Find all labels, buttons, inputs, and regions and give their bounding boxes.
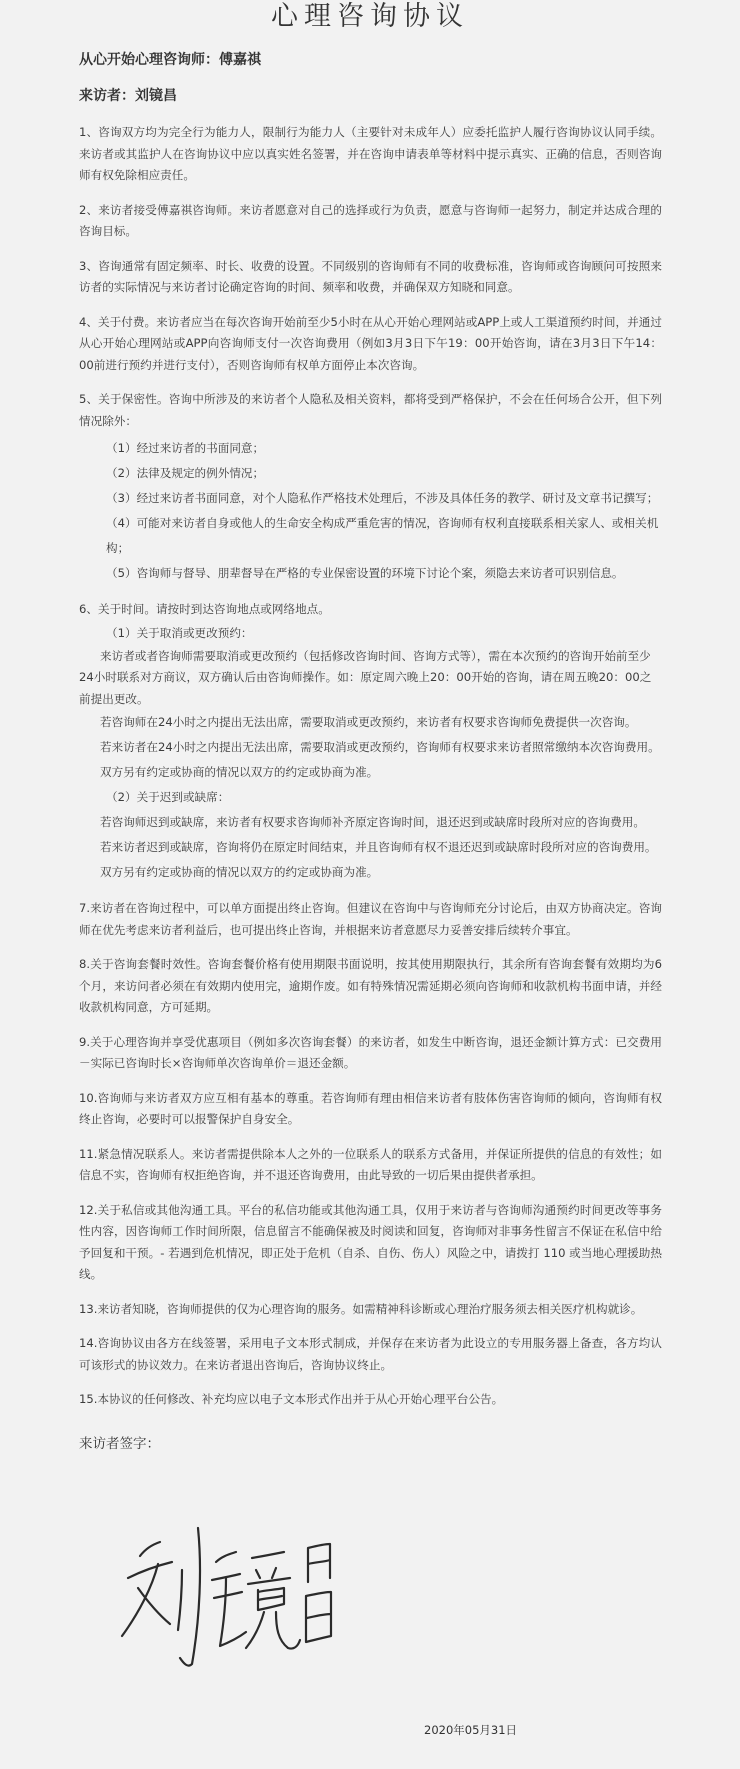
handwritten-signature [118,1518,333,1678]
clause-6-b-line: 若来访者迟到或缺席，咨询将仍在原定时间结束，并且咨询师有权不退还迟到或缺席时段所对应的咨询费用。 [100,840,657,854]
clause-5-item: （3）经过来访者书面同意，对个人隐私作严格技术处理后，不涉及具体任务的教学、研讨及文章书记撰写； [106,491,659,505]
clause-10: 10.咨询师与来访者双方应互相有基本的尊重。若咨询师有理由相信来访者有肢体伤害咨询师的倾向，咨询师有权终止咨询，必要时可以报警保护自身安全。 [79,1090,662,1126]
clause-5-item: （5）咨询师与督导、朋辈督导在严格的专业保密设置的环境下讨论个案，须隐去来访者可识别信息。 [106,566,624,580]
clause-6: 6、关于时间。请按时到达咨询地点或网络地点。 [79,602,330,616]
clause-6-b-line: 双方另有约定或协商的情况以双方的约定或协商为准。 [100,865,379,879]
visitor-line: 来访者：刘镜昌 [79,88,177,104]
clause-2: 2、来访者接受傅嘉祺咨询师。来访者愿意对自己的选择或行为负责，愿意与咨询师一起努力，制定并达成合理的咨询目标。 [79,202,662,238]
clause-8: 8.关于咨询套餐时效性。咨询套餐价格有使用期限书面说明，按其使用期限执行，其余所有咨询套餐有效期均为6个月，来访问者必须在有效期内使用完，逾期作废。如有特殊情况需延期必须向咨询师和收款机构书面申请，并经收款机构同意，方可延期。 [79,957,662,1014]
clause-6-b-line: 若咨询师迟到或缺席，来访者有权要求咨询师补齐原定咨询时间，退还迟到或缺席时段所对应的咨询费用。 [100,815,645,829]
clause-6-a-body: 来访者或者咨询师需要取消或更改预约（包括修改咨询时间、咨询方式等），需在本次预约的咨询开始前至少24小时联系对方商议，双方确认后由咨询师操作。如：原定周六晚上20：00开始的咨询，请在周五晚20：00之前提出更改。 [79,648,652,706]
clause-7: 7.来访者在咨询过程中，可以单方面提出终止咨询。但建议在咨询中与咨询师充分讨论后，由双方协商决定。咨询师在优先考虑来访者利益后，也可提出终止咨询，并根据来访者意愿尽力妥善安排后续转介事宜。 [79,901,662,937]
signature-date: 2020年05月31日 [424,1723,518,1737]
signature-label: 来访者签字： [79,1436,160,1452]
clause-15: 15.本协议的任何修改、补充均应以电子文本形式作出并于从心开始心理平台公告。 [79,1392,504,1406]
clause-6-block [79,599,662,885]
counselor-line: 从心开始心理咨询师：傅嘉祺 [79,52,261,68]
clause-6-a-heading: （1）关于取消或更改预约： [106,625,253,640]
clause-11: 11.紧急情况联系人。来访者需提供除本人之外的一位联系人的联系方式备用，并保证所提供的信息的有效性；如信息不实，咨询师有权拒绝咨询，并不退还咨询费用，由此导致的一切后果由提供者承担。 [79,1146,662,1182]
clause-5-block [79,389,662,586]
agreement-body [79,50,662,1424]
clause-13: 13.来访者知晓，咨询师提供的仅为心理咨询的服务。如需精神科诊断或心理治疗服务须去相关医疗机构就诊。 [79,1301,643,1316]
clause-9: 9.关于心理咨询并享受优惠项目（例如多次咨询套餐）的来访者，如发生中断咨询，退还金额计算方式：已交费用－实际已咨询时长×咨询师单次咨询单价＝退还金额。 [79,1034,662,1070]
clause-6-a-line: 若咨询师在24小时之内提出无法出席，需要取消或更改预约，来访者有权要求咨询师免费提供一次咨询。 [100,715,637,729]
clause-5-item: （1）经过来访者的书面同意； [106,441,265,455]
clause-6-a-line: 若来访者在24小时之内提出无法出席，需要取消或更改预约，咨询师有权要求来访者照常缴纳本次咨询费用。 [100,740,660,754]
clause-14: 14.咨询协议由各方在线签署，采用电子文本形式制成，并保存在来访者为此设立的专用服务器上备查，各方均认可该形式的协议效力。在来访者退出咨询后，咨询协议终止。 [79,1336,662,1372]
clause-5-item: （4）可能对来访者自身或他人的生命安全构成严重危害的情况，咨询师有权利直接联系相关家人、或相关机构； [106,516,659,555]
clause-12: 12.关于私信或其他沟通工具。平台的私信功能或其他沟通工具，仅用于来访者与咨询师沟通预约时间更改等事务性内容，因咨询师工作时间所限，信息留言不能确保被及时阅读和回复，咨询师对非事务性留言不保证在私信中给予回复和干预。- 若遇到危机情况，即正处于危机（自杀、自伤、伤人）风险之中，请拨打 110 或当地心理援助热线。 [79,1202,662,1281]
clause-6-a-line: 双方另有约定或协商的情况以双方的约定或协商为准。 [100,765,379,779]
clause-1: 1、咨询双方均为完全行为能力人，限制行为能力人（主要针对未成年人）应委托监护人履行咨询协议认同手续。来访者或其监护人在咨询协议中应以真实姓名签署，并在咨询申请表单等材料中提示真实、正确的信息，否则咨询师有权免除相应责任。 [79,125,662,182]
clause-6-b-heading: （2）关于迟到或缺席： [106,790,230,804]
clause-5-item: （2）法律及规定的例外情况； [106,466,265,480]
page-title: 心理咨询协议 [271,1,469,32]
clause-3: 3、咨询通常有固定频率、时长、收费的设置。不同级别的咨询师有不同的收费标准，咨询师或咨询顾问可按照来访者的实际情况与来访者讨论确定咨询的时间、频率和收费，并确保双方知晓和同意。 [79,258,662,294]
clause-4: 4、关于付费。来访者应当在每次咨询开始前至少5小时在从心开始心理网站或APP上或人工渠道预约时间，并通过从心开始心理网站或APP向咨询师支付一次咨询费用（例如3月3日下午19：00开始咨询，请在3月3日下午14：00前进行预约并进行支付），否则咨询师有权单方面停止本次咨询。 [79,314,662,372]
clause-5: 5、关于保密性。咨询中所涉及的来访者个人隐私及相关资料，都将受到严格保护，不会在任何场合公开，但下列情况除外： [79,392,662,428]
